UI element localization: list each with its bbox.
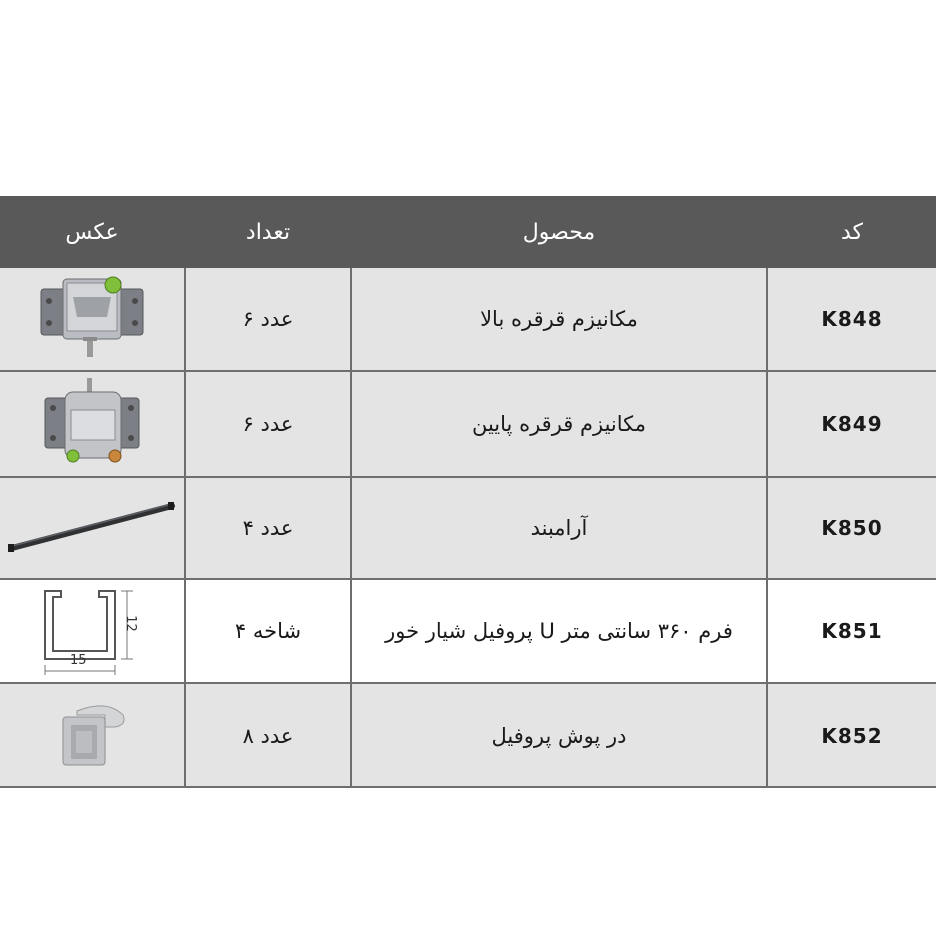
profile-end-cap-image xyxy=(0,684,184,788)
grid-divider xyxy=(766,268,768,788)
table-row xyxy=(0,684,936,788)
code-cell: K852 xyxy=(821,724,883,748)
grid-divider xyxy=(184,268,186,788)
code-cell: K848 xyxy=(821,307,883,331)
u-profile-section-image xyxy=(0,580,184,682)
product-cell: آرامبند xyxy=(530,516,588,540)
header-code: کد xyxy=(840,219,864,245)
grid-divider xyxy=(350,268,352,788)
grid-divider xyxy=(0,370,936,372)
table-header xyxy=(0,196,936,268)
header-photo: عکس xyxy=(65,219,119,245)
product-table xyxy=(0,196,936,788)
damper-rod-image xyxy=(0,478,184,578)
count-cell: ۸ عدد xyxy=(242,724,294,748)
product-cell: مکانیزم قرقره بالا xyxy=(480,307,638,331)
grid-divider xyxy=(0,476,936,478)
top-roller-mechanism-image xyxy=(0,268,184,370)
product-cell: پروفیل شیار خور U فرم ۳۶۰ سانتی متر xyxy=(352,580,766,682)
product-cell: در پوش پروفیل xyxy=(491,724,627,748)
dimension-height-label: 12 xyxy=(122,615,138,632)
code-cell: K850 xyxy=(821,516,883,540)
grid-divider xyxy=(0,578,936,580)
header-count: تعداد xyxy=(245,219,291,245)
dimension-width-label: 15 xyxy=(70,653,87,668)
code-cell: K849 xyxy=(821,412,883,436)
count-cell: ۴ شاخه xyxy=(186,580,350,682)
header-product: محصول xyxy=(522,219,596,245)
grid-divider xyxy=(0,682,936,684)
product-cell: مکانیزم قرقره پایین xyxy=(471,412,647,436)
grid-divider xyxy=(0,786,936,788)
table-row xyxy=(0,580,936,682)
count-cell: ۴ عدد xyxy=(242,516,294,540)
table-row xyxy=(0,478,936,578)
count-cell: ۶ عدد xyxy=(242,412,294,436)
count-cell: ۶ عدد xyxy=(242,307,294,331)
table-row xyxy=(0,268,936,370)
code-cell: K851 xyxy=(768,580,936,682)
bottom-roller-mechanism-image xyxy=(0,372,184,476)
table-row xyxy=(0,372,936,476)
